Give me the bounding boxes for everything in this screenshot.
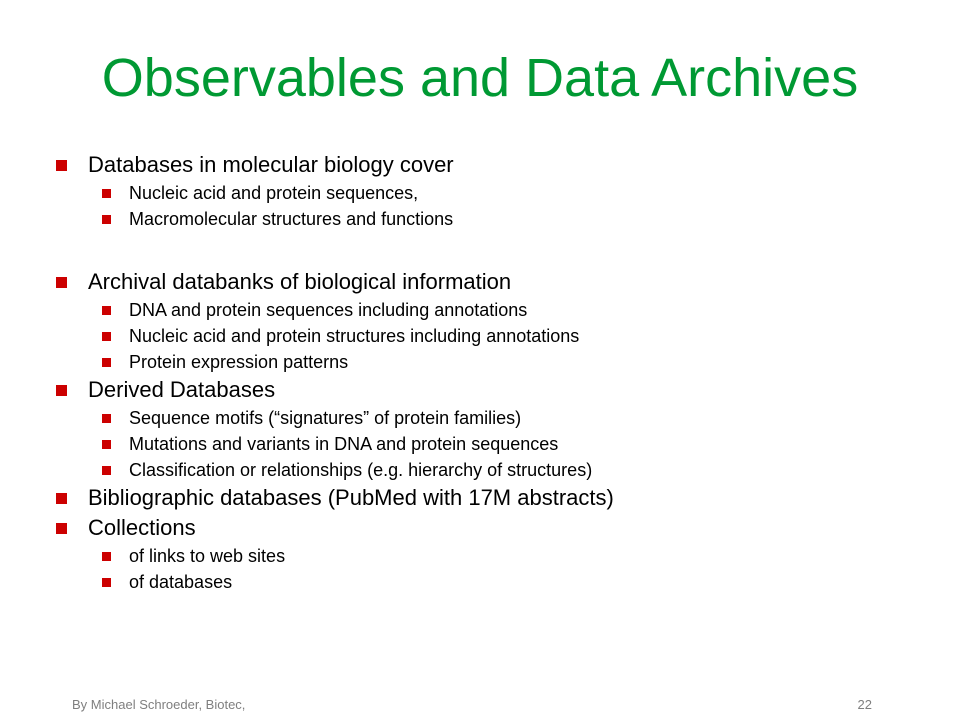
- square-bullet-icon: [102, 358, 111, 367]
- sub-bullet-item: [54, 323, 914, 349]
- sub-bullet-text: Mutations and variants in DNA and protein sequences: [129, 434, 559, 454]
- spacer: [54, 232, 914, 267]
- sub-bullet-item: [54, 297, 914, 323]
- sub-bullet-text: Macromolecular structures and functions: [129, 209, 454, 229]
- square-bullet-icon: [102, 466, 111, 475]
- sub-bullet-item: [54, 180, 914, 206]
- square-bullet-icon: [56, 160, 67, 171]
- bullet-text: Databases in molecular biology cover: [88, 152, 454, 177]
- sub-bullet-item: [54, 457, 914, 483]
- square-bullet-icon: [56, 493, 67, 504]
- square-bullet-icon: [102, 552, 111, 561]
- sub-bullet-text: Sequence motifs (“signatures” of protein families): [129, 408, 522, 428]
- square-bullet-icon: [102, 414, 111, 423]
- sub-bullet-text: Classification or relationships (e.g. hierarchy of structures): [129, 460, 593, 480]
- bullet-item: [54, 513, 914, 543]
- sub-bullet-item: [54, 431, 914, 457]
- bullet-text: Derived Databases: [88, 377, 276, 402]
- square-bullet-icon: [102, 306, 111, 315]
- bullet-item: [54, 375, 914, 405]
- square-bullet-icon: [56, 277, 67, 288]
- sub-bullet-text: Nucleic acid and protein sequences,: [129, 183, 419, 203]
- bullet-list: [54, 150, 914, 595]
- sub-bullet-item: [54, 543, 914, 569]
- sub-bullet-text: Protein expression patterns: [129, 352, 349, 372]
- square-bullet-icon: [102, 215, 111, 224]
- sub-bullet-item: [54, 405, 914, 431]
- square-bullet-icon: [56, 523, 67, 534]
- bullet-item: [54, 267, 914, 297]
- bullet-item: [54, 150, 914, 180]
- sub-bullet-text: Nucleic acid and protein structures including annotations: [129, 326, 580, 346]
- footer-author: By Michael Schroeder, Biotec,: [72, 697, 246, 712]
- sub-bullet-item: [54, 206, 914, 232]
- bullet-item: [54, 483, 914, 513]
- square-bullet-icon: [102, 189, 111, 198]
- slide-title: Observables and Data Archives: [101, 48, 859, 108]
- square-bullet-icon: [56, 385, 67, 396]
- bullet-text: Archival databanks of biological information: [88, 269, 512, 294]
- square-bullet-icon: [102, 332, 111, 341]
- sub-bullet-item: [54, 569, 914, 595]
- bullet-text: Bibliographic databases (PubMed with 17M abstracts): [88, 485, 614, 510]
- page-number: 22: [857, 697, 872, 712]
- square-bullet-icon: [102, 578, 111, 587]
- sub-bullet-item: [54, 349, 914, 375]
- square-bullet-icon: [102, 440, 111, 449]
- sub-bullet-text: of links to web sites: [129, 546, 286, 566]
- bullet-text: Collections: [88, 515, 196, 540]
- sub-bullet-text: of databases: [129, 572, 233, 592]
- sub-bullet-text: DNA and protein sequences including annotations: [129, 300, 528, 320]
